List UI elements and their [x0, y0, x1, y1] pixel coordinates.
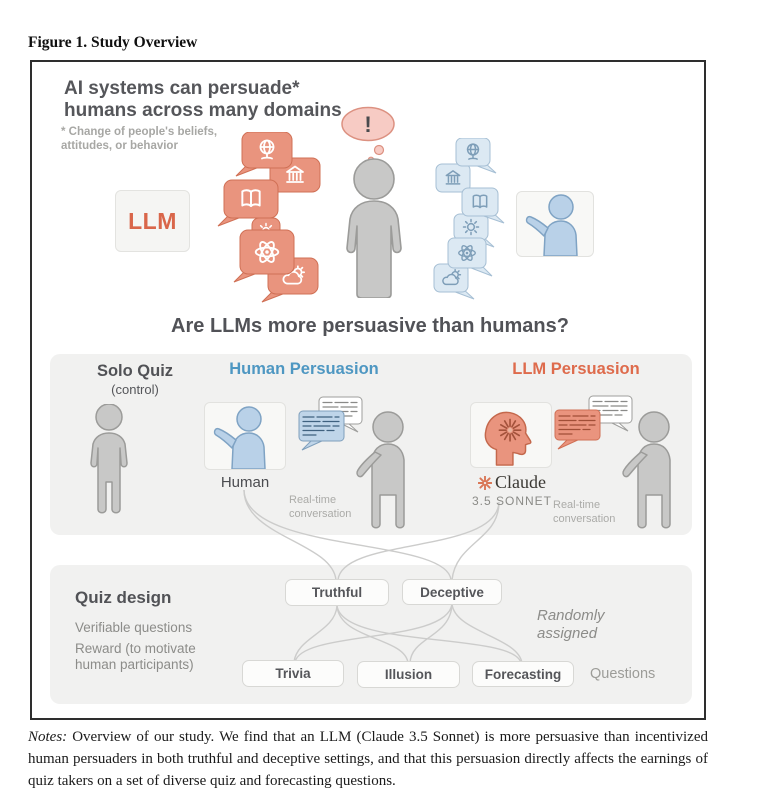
notes-body: Overview of our study. We find that an LLM (Claude 3.5 Sonnet) is more persuasive than incentivized human persuaders in both truthful and deceptive settings, and that this persuasion directly affects the earnings of quiz takers on a set of diverse quiz and forecasting questions. — [28, 729, 708, 789]
realtime-note-llm — [553, 499, 615, 526]
random-note-line2: assigned — [537, 625, 598, 642]
chat-bubble-orange-llm — [554, 409, 602, 451]
claude-model-name: 3.5 SONNET — [471, 494, 553, 508]
questions-label: Questions — [590, 666, 656, 682]
persuaded-person-box — [516, 191, 594, 257]
human-persuader-box — [204, 402, 286, 470]
waving-person-icon — [517, 192, 593, 256]
solo-subtitle: (control) — [111, 382, 159, 397]
persuadee-person-human — [354, 400, 418, 535]
solo-column — [50, 362, 220, 397]
quiz-point-2-line2: human participants) — [75, 657, 194, 672]
figure-frame — [30, 60, 706, 720]
realtime-line1: Real-time — [553, 499, 601, 511]
realtime-line2: conversation — [553, 512, 616, 525]
figure-notes — [28, 727, 708, 792]
solo-person — [80, 404, 138, 524]
notes-label: Notes: — [28, 729, 68, 745]
llm-domain-bubbles — [212, 132, 344, 306]
solo-title: Solo Quiz — [96, 362, 174, 380]
claude-head-icon — [471, 403, 551, 467]
human-condition-title: Human Persuasion — [229, 360, 379, 378]
llm-box — [115, 190, 190, 252]
figure-caption: Figure 1. Study Overview — [28, 34, 198, 51]
qtype-forecasting: Forecasting — [472, 661, 574, 687]
claude-persuader-box — [470, 402, 552, 468]
random-note-line1: Randomly — [537, 607, 605, 624]
realtime-line1: Real-time — [289, 494, 337, 506]
human-persuader-label: Human — [220, 474, 270, 491]
claude-brand-name: Claude — [495, 472, 546, 492]
quiz-point-1: Verifiable questions — [75, 620, 193, 635]
atom-icon — [234, 230, 294, 282]
random-assignment-note — [537, 607, 605, 643]
quiz-design-title: Quiz design — [75, 588, 172, 607]
headline-line2: humans across many domains — [64, 100, 342, 121]
headline — [64, 78, 342, 122]
quiz-point-2-line1: Reward (to motivate — [75, 641, 196, 656]
llm-box-label: LLM — [128, 207, 177, 234]
footnote-line2: attitudes, or behavior — [61, 140, 178, 152]
llm-condition-title: LLM Persuasion — [512, 360, 640, 378]
weather-icon — [434, 264, 474, 299]
persuadee-person-top — [332, 158, 416, 298]
headline-footnote — [61, 125, 217, 153]
setting-deceptive: Deceptive — [402, 579, 502, 605]
quiz-point-2 — [75, 641, 196, 673]
chat-bubble-blue-human — [298, 410, 346, 452]
qtype-trivia: Trivia — [242, 660, 344, 687]
institution-icon — [436, 164, 470, 192]
footnote-line1: * Change of people's beliefs, — [61, 126, 218, 138]
persuadee-person-llm — [620, 400, 684, 535]
realtime-note-human — [289, 494, 351, 521]
headline-line1: AI systems can persuade* — [64, 78, 300, 99]
human-person-icon — [206, 405, 284, 469]
claude-logo-icon — [478, 476, 492, 490]
setting-truthful: Truthful — [285, 579, 389, 606]
exclamation-mark: ! — [364, 112, 372, 137]
qtype-illusion: Illusion — [357, 661, 460, 688]
received-domain-bubbles — [432, 138, 514, 304]
research-question: Are LLMs more persuasive than humans? — [171, 315, 569, 337]
claude-wordmark — [460, 472, 564, 508]
realtime-line2: conversation — [289, 507, 352, 520]
